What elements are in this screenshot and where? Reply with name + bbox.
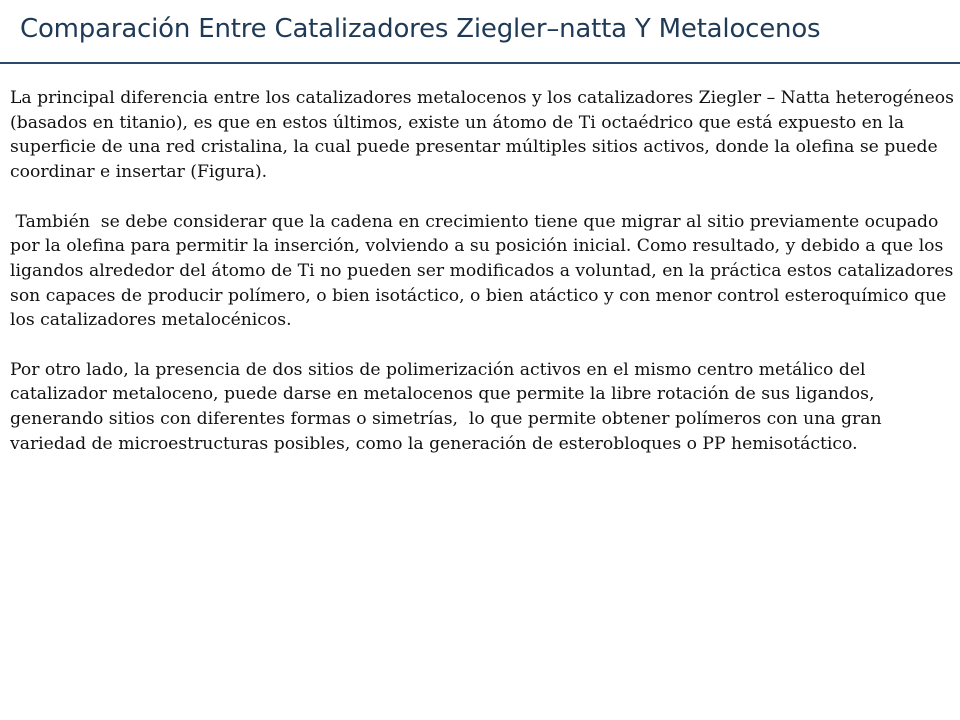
title-divider <box>0 62 960 64</box>
slide-title: Comparación Entre Catalizadores Ziegler–natta Y Metalocenos <box>20 14 821 44</box>
paragraph-main-difference: La principal diferencia entre los catalizadores metalocenos y los catalizadores Ziegler – Natta heterogéneos (basados en titanio), es que en estos últimos, existe un átomo de Ti octaédrico que está expuesto en la superficie de una red cristalina, la cual puede presentar múltiples sitios activos, donde la olefina se puede coordinar e insertar (Figura). <box>10 88 954 183</box>
paragraph-chain-migration: También se debe considerar que la cadena en crecimiento tiene que migrar al sitio previamente ocupado por la olefina para permitir la inserción, volviendo a su posición inicial. Como resultado, y debido a que los ligandos alrededor del átomo de Ti no pueden ser modificados a voluntad, en la práctica estos catalizadores son capaces de producir polímero, o bien isotáctico, o bien atáctico y con menor control esteroquímico que los catalizadores metalocénicos. <box>10 211 959 331</box>
slide-body <box>10 86 959 457</box>
paragraph-two-active-sites: Por otro lado, la presencia de dos sitios de polimerización activos en el mismo centro metálico del catalizador metaloceno, puede darse en metalocenos que permite la libre rotación de sus ligandos, generando sitios con diferentes formas o simetrías, lo que permite obtener polímeros con una gran variedad de microestructuras posibles, como la generación de esterobloques o PP hemisotáctico. <box>10 359 888 454</box>
